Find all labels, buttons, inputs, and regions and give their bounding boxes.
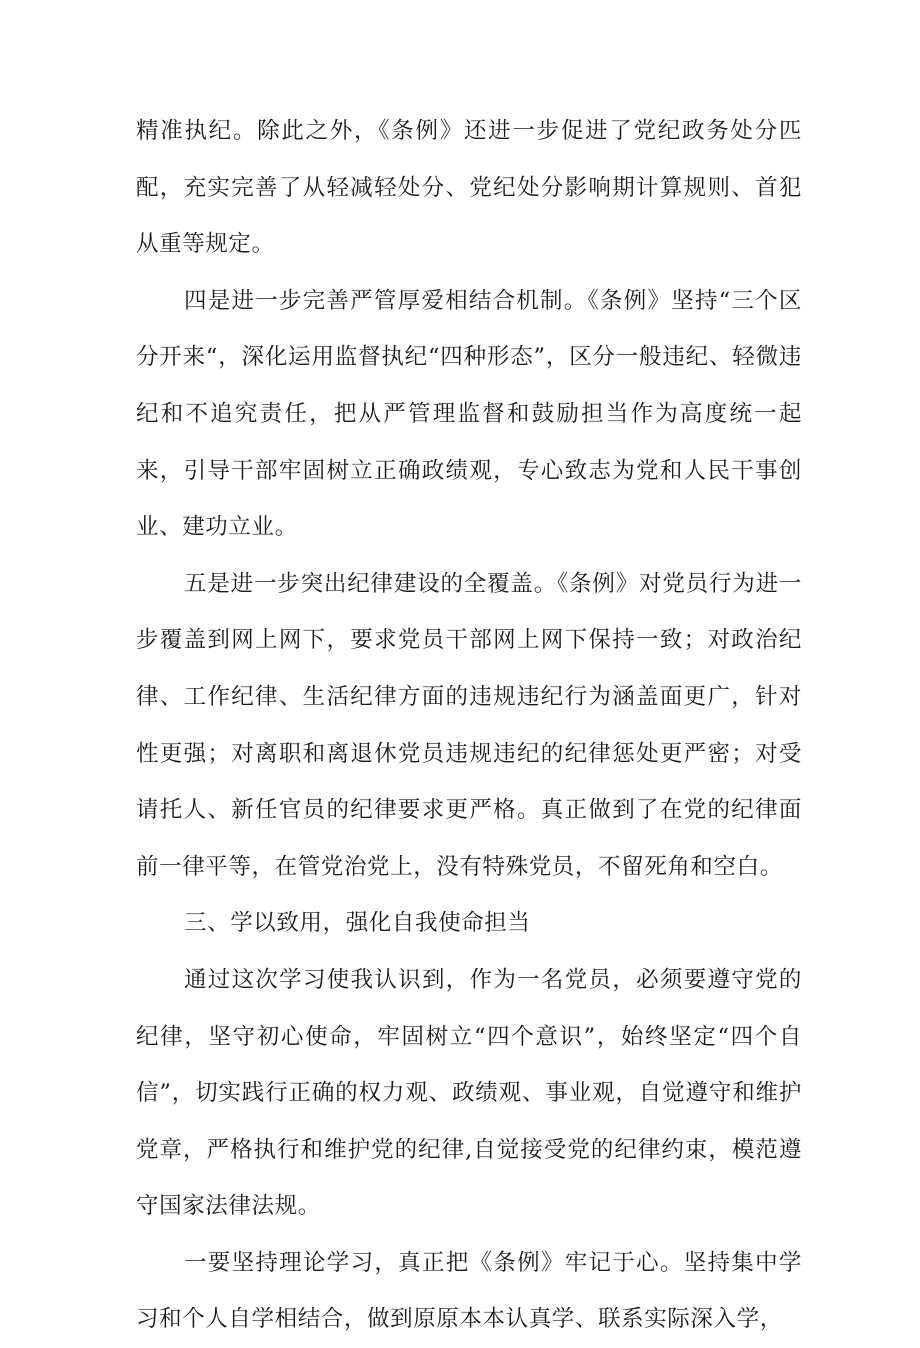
paragraph-theory-study: 一要坚持理论学习，真正把《条例》牢记于心。坚持集中学习和个人自学相结合，做到原原本本认真学、联系实际深入学， <box>136 1249 802 1333</box>
paragraph-learning-insight: 通过这次学习使我认识到，作为一名党员，必须要遵守党的纪律，坚守初心使命，牢固树立“四个意识”，始终坚定“四个自信”，切实践行正确的权力观、政绩观、事业观，自觉遵守和维护党章，严格执行和维护党的纪律,自觉接受党的纪律约束，模范遵守国家法律法规。 <box>136 966 802 1220</box>
paragraph-point-five: 五是进一步突出纪律建设的全覆盖。《条例》对党员行为进一步覆盖到网上网下，要求党员干部网上网下保持一致；对政治纪律、工作纪律、生活纪律方面的违规违纪行为涵盖面更广，针对性更强；对离职和离退休党员违规违纪的纪律惩处更严密；对受请托人、新任官员的纪律要求更严格。真正做到了在党的纪律面前一律平等，在管党治党上，没有特殊党员，不留死角和空白。 <box>136 570 802 880</box>
section-heading-three: 三、学以致用，强化自我使命担当 <box>184 910 531 937</box>
paragraph-continuation: 精准执纪。除此之外，《条例》还进一步促进了党纪政务处分匹配，充实完善了从轻减轻处分、党纪处分影响期计算规则、首犯从重等规定。 <box>136 118 802 258</box>
paragraph-point-four: 四是进一步完善严管厚爱相结合机制。《条例》坚持“三个区分开来“，深化运用监督执纪“四种形态”，区分一般违纪、轻微违纪和不追究责任，把从严管理监督和鼓励担当作为高度统一起来，引导干部牢固树立正确政绩观，专心致志为党和人民干事创业、建功立业。 <box>136 287 802 541</box>
document-body <box>136 103 802 1348</box>
